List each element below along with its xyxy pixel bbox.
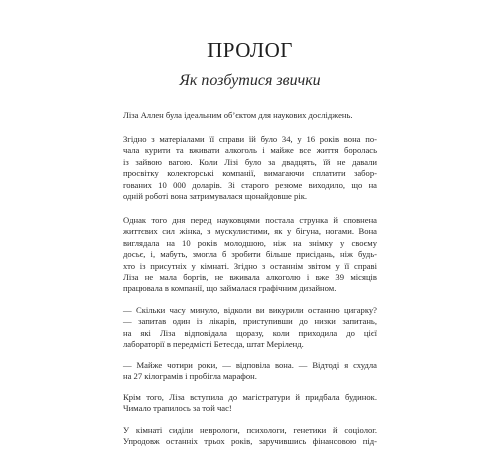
text-line: Однак того дня перед науковцями постала струнка й сповнена	[123, 215, 377, 225]
text-line: виглядала на 10 років молодшою, ніж на знімку у своєму	[123, 237, 377, 248]
text-line: працювала в компанії, що займалася графічним дизайном.	[123, 283, 337, 294]
chapter-title: ПРОЛОГ	[207, 38, 293, 62]
paragraph	[123, 110, 377, 121]
text-line: Упродовж останніх трьох років, заручившись фінансовою під-	[123, 436, 377, 447]
text-line: Крім того, Ліза вступила до магістратури й придбала будинок.	[123, 392, 377, 402]
text-line: із зайвою вагою. Коли Лізі було за двадцять, їй не давали	[123, 156, 377, 167]
text-line: просвітку колекторські компанії, вимагаючи сплатити забор-	[123, 168, 377, 179]
text-line: життєвих сил жінка, з мускулистими, як у бігуна, ногами. Вона	[123, 226, 377, 237]
text-line: У кімнаті сиділи неврологи, психологи, генетики й соціолог.	[123, 425, 377, 435]
text-line: лабораторії в передмісті Бетесда, штат Меріленд.	[123, 339, 304, 350]
text-line: — Майже чотири роки, — відповіла вона. — Відтоді я схудла	[123, 360, 377, 370]
text-line: — Скільки часу минуло, відколи ви викурили останню цигарку?	[123, 305, 377, 315]
paragraph	[123, 425, 377, 448]
text-line: Ліза Аллен була ідеальним об’єктом для наукових досліджень.	[123, 110, 353, 120]
chapter-subtitle: Як позбутися звички	[179, 72, 321, 89]
text-line: Чимало трапилось за той час!	[123, 403, 232, 414]
text-line: чала курити та вживати алкоголь і майже все життя боролась	[123, 145, 377, 156]
paragraph	[123, 215, 377, 295]
text-line: — запитав один із лікарів, приступивши до низки запитань,	[123, 316, 377, 327]
paragraph	[123, 392, 377, 415]
paragraph	[123, 360, 377, 383]
text-line: досьє, і, мабуть, змогла б зробити більше присідань, ніж будь-	[123, 249, 377, 260]
paragraph	[123, 134, 377, 202]
text-line: одній роботі вона затримувалася щонайдовше рік.	[123, 191, 308, 202]
text-line: хто із присутніх у кімнаті. Згідно з останнім звітом у її справі	[123, 260, 377, 271]
text-line: Згідно з матеріалами її справи їй було 34, у 16 років вона по-	[123, 134, 377, 144]
text-line: гованих 10 000 доларів. Зі старого резюме виходило, що на	[123, 179, 377, 190]
text-line: Ліза не мала боргів, не вживала алкоголю і вже 39 місяців	[123, 272, 377, 283]
text-line: на 27 кілограмів і пробігла марафон.	[123, 371, 257, 382]
paragraph	[123, 305, 377, 351]
text-line: на які Ліза відповідала щоразу, коли приходила до цієї	[123, 327, 377, 338]
